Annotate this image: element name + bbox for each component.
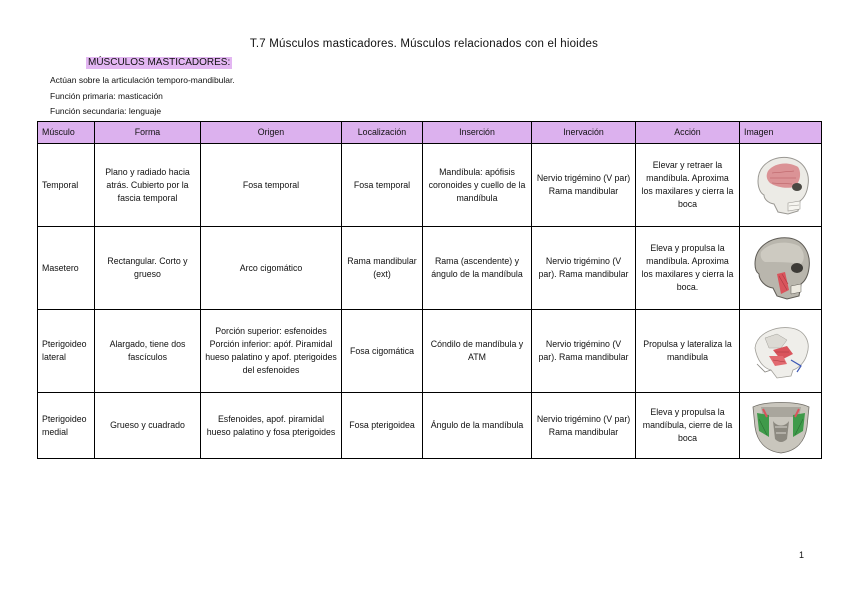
cell-accion: Eleva y propulsa la mandíbula, cierre de la boca (636, 393, 740, 459)
cell-forma: Rectangular. Corto y grueso (95, 227, 201, 310)
skull-pterygoid-lateral-icon (747, 320, 815, 382)
header-localizacion: Localización (342, 122, 423, 144)
cell-inervacion: Nervio trigémino (V par) Rama mandibular (532, 144, 636, 227)
cell-accion: Eleva y propulsa la mandíbula. Aproxima los maxilares y cierra la boca. (636, 227, 740, 310)
cell-insercion: Ángulo de la mandíbula (423, 393, 532, 459)
cell-origen: Arco cigomático (201, 227, 342, 310)
table-row (38, 144, 822, 227)
cell-localizacion: Fosa pterigoidea (342, 393, 423, 459)
table-row (38, 393, 822, 459)
intro-line-action: Actúan sobre la articulación temporo-mandibular. (50, 75, 235, 85)
cell-imagen (740, 310, 822, 393)
cell-musculo: Temporal (38, 144, 95, 227)
skull-pterygoid-medial-icon (747, 397, 815, 455)
cell-origen: Porción superior: esfenoides Porción inferior: apóf. Piramidal hueso palatino y apof. pterigoides del esfenoides (201, 310, 342, 393)
cell-inervacion: Nervio trigémino (V par). Rama mandibular (532, 227, 636, 310)
cell-insercion: Mandíbula: apófisis coronoides y cuello de la mandíbula (423, 144, 532, 227)
header-musculo: Músculo (38, 122, 95, 144)
cell-origen: Esfenoides, apof. piramidal hueso palatino y fosa pterigoides (201, 393, 342, 459)
table-row (38, 227, 822, 310)
header-insercion: Inserción (423, 122, 532, 144)
cell-forma: Grueso y cuadrado (95, 393, 201, 459)
header-accion: Acción (636, 122, 740, 144)
cell-insercion: Rama (ascendente) y ángulo de la mandíbula (423, 227, 532, 310)
cell-inervacion: Nervio trigémino (V par). Rama mandibular (532, 310, 636, 393)
cell-localizacion: Fosa cigomática (342, 310, 423, 393)
cell-origen: Fosa temporal (201, 144, 342, 227)
cell-forma: Alargado, tiene dos fascículos (95, 310, 201, 393)
muscles-table (37, 121, 822, 459)
header-origen: Origen (201, 122, 342, 144)
cell-musculo: Masetero (38, 227, 95, 310)
skull-temporal-icon (748, 151, 814, 219)
cell-insercion: Cóndilo de mandíbula y ATM (423, 310, 532, 393)
section-heading: MÚSCULOS MASTICADORES: (88, 57, 231, 68)
cell-accion: Elevar y retraer la mandíbula. Aproxima los maxilares y cierra la boca (636, 144, 740, 227)
skull-masseter-icon (747, 232, 815, 304)
header-inervacion: Inervación (532, 122, 636, 144)
cell-imagen (740, 144, 822, 227)
cell-localizacion: Fosa temporal (342, 144, 423, 227)
cell-accion: Propulsa y lateraliza la mandíbula (636, 310, 740, 393)
document-title: T.7 Músculos masticadores. Músculos relacionados con el hioides (249, 38, 599, 50)
cell-musculo: Pterigoideo lateral (38, 310, 95, 393)
table-row (38, 310, 822, 393)
cell-forma: Plano y radiado hacia atrás. Cubierto por la fascia temporal (95, 144, 201, 227)
cell-imagen (740, 393, 822, 459)
cell-inervacion: Nervio trigémino (V par) Rama mandibular (532, 393, 636, 459)
intro-line-primary-function: Función primaria: masticación (50, 91, 163, 101)
cell-localizacion: Rama mandibular (ext) (342, 227, 423, 310)
page-number: 1 (798, 550, 804, 560)
cell-imagen (740, 227, 822, 310)
header-imagen: Imagen (740, 122, 822, 144)
table-header-row (38, 122, 822, 144)
intro-line-secondary-function: Función secundaria: lenguaje (50, 106, 162, 116)
header-forma: Forma (95, 122, 201, 144)
cell-musculo: Pterigoideo medial (38, 393, 95, 459)
